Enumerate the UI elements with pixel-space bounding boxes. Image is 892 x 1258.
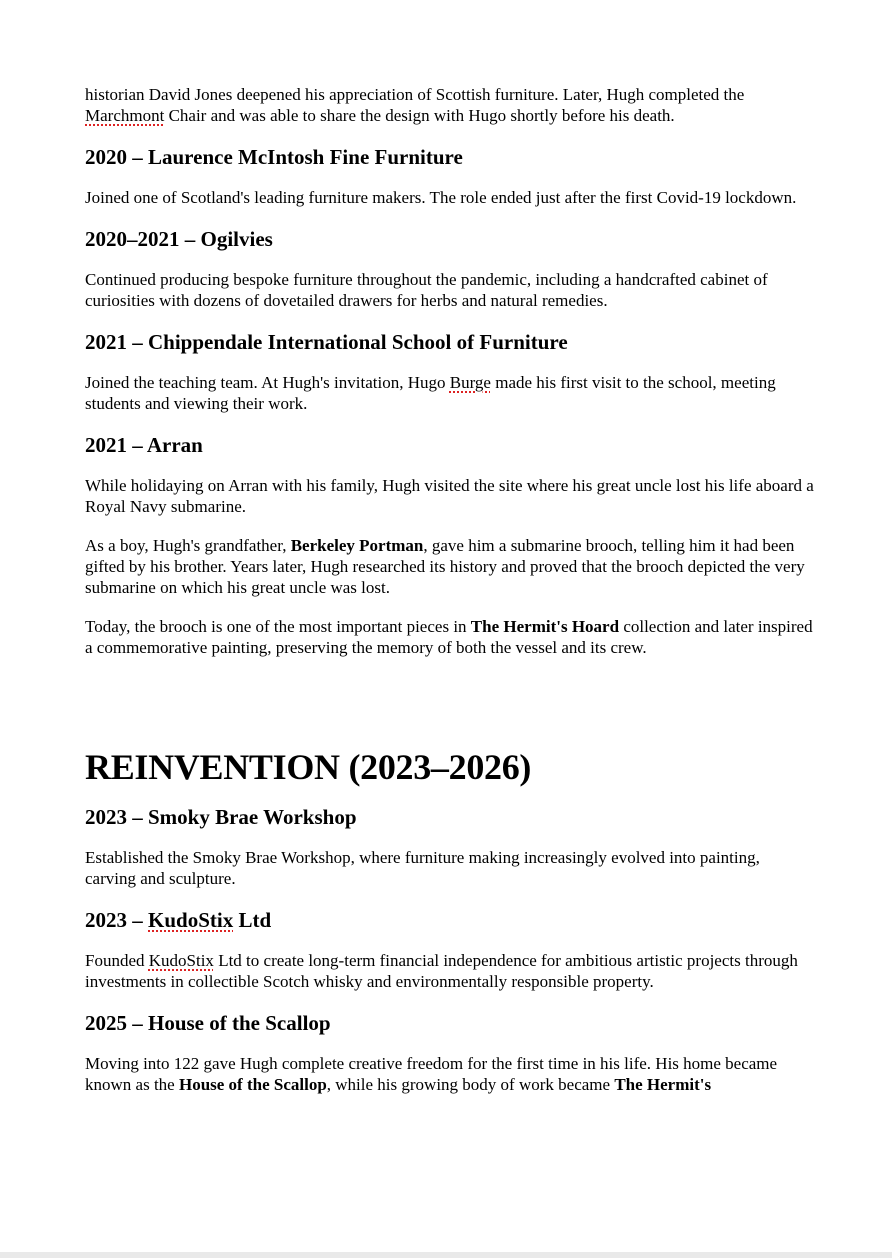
text-run: Ltd to create long-term financial independence for ambitious artistic projects through investments in collectible Scotch whisky and environmentally responsible property.	[85, 951, 798, 991]
section-heading: REINVENTION (2023–2026)	[85, 747, 532, 787]
text-run: Ltd	[233, 908, 272, 932]
body-paragraph	[85, 535, 815, 598]
text-run: 2023 –	[85, 908, 148, 932]
text-run: , gave him a submarine brooch, telling him it had been gifted by his brother. Years later, Hugh researched its history and proved that the brooch depicted the very submarine on which his great uncle was lost.	[85, 536, 805, 597]
text-run: As a boy, Hugh's grandfather,	[85, 536, 291, 555]
body-paragraph	[85, 847, 815, 889]
entry-heading: 2021 – Arran	[85, 433, 203, 457]
body-paragraph	[85, 372, 815, 414]
bold-text: House of the Scallop	[178, 1075, 327, 1094]
entry-heading	[85, 907, 815, 933]
entry-heading: 2020 – Laurence McIntosh Fine Furniture	[85, 145, 463, 169]
text-run: Joined the teaching team. At Hugh's invitation, Hugo	[85, 373, 450, 392]
body-paragraph	[85, 269, 815, 311]
document-content	[85, 84, 815, 1113]
text-run: Today, the brooch is one of the most important pieces in	[85, 617, 471, 636]
body-paragraph	[85, 616, 815, 658]
body-paragraph	[85, 950, 815, 992]
text-run: Founded	[85, 951, 149, 970]
text-run: historian David Jones deepened his appreciation of Scottish furniture. Later, Hugh completed the	[85, 85, 745, 104]
entry-heading: 2023 – Smoky Brae Workshop	[85, 805, 357, 829]
spellcheck-flagged-word: Burge	[449, 373, 491, 392]
entry-heading: 2025 – House of the Scallop	[85, 1011, 331, 1035]
text-run: Continued producing bespoke furniture throughout the pandemic, including a handcrafted cabinet of curiosities with dozens of dovetailed drawers for herbs and natural remedies.	[85, 270, 768, 310]
bold-text: The Hermit's	[614, 1075, 712, 1094]
text-run: Established the Smoky Brae Workshop, where furniture making increasingly evolved into painting, carving and sculpture.	[85, 848, 760, 888]
body-paragraph	[85, 1053, 815, 1095]
text-run: Moving into 122 gave Hugh complete creative freedom for the first time in his life. His home became known as the	[85, 1054, 778, 1094]
entry-heading: 2020–2021 – Ogilvies	[85, 227, 273, 251]
entry-heading: 2021 – Chippendale International School of Furniture	[85, 330, 568, 354]
page-bottom-edge	[0, 1252, 892, 1258]
body-paragraph	[85, 475, 815, 517]
bold-text: Berkeley Portman	[290, 536, 424, 555]
bold-text: The Hermit's Hoard	[470, 617, 620, 636]
spellcheck-flagged-word: KudoStix	[148, 908, 234, 932]
body-paragraph	[85, 84, 815, 126]
text-run: made his first visit to the school, meeting students and viewing their work.	[85, 373, 776, 413]
text-run: Joined one of Scotland's leading furniture makers. The role ended just after the first Covid-19 lockdown.	[85, 188, 797, 207]
spellcheck-flagged-word: Marchmont	[85, 106, 165, 125]
text-run: , while his growing body of work became	[326, 1075, 615, 1094]
body-paragraph	[85, 187, 815, 208]
spellcheck-flagged-word: KudoStix	[148, 951, 214, 970]
section-spacer	[85, 676, 815, 746]
text-run: Chair and was able to share the design with Hugo shortly before his death.	[164, 106, 675, 125]
text-run: While holidaying on Arran with his family, Hugh visited the site where his great uncle lost his life aboard a Royal Navy submarine.	[85, 476, 814, 516]
text-run: collection and later inspired a commemorative painting, preserving the memory of both the vessel and its crew.	[85, 617, 813, 657]
